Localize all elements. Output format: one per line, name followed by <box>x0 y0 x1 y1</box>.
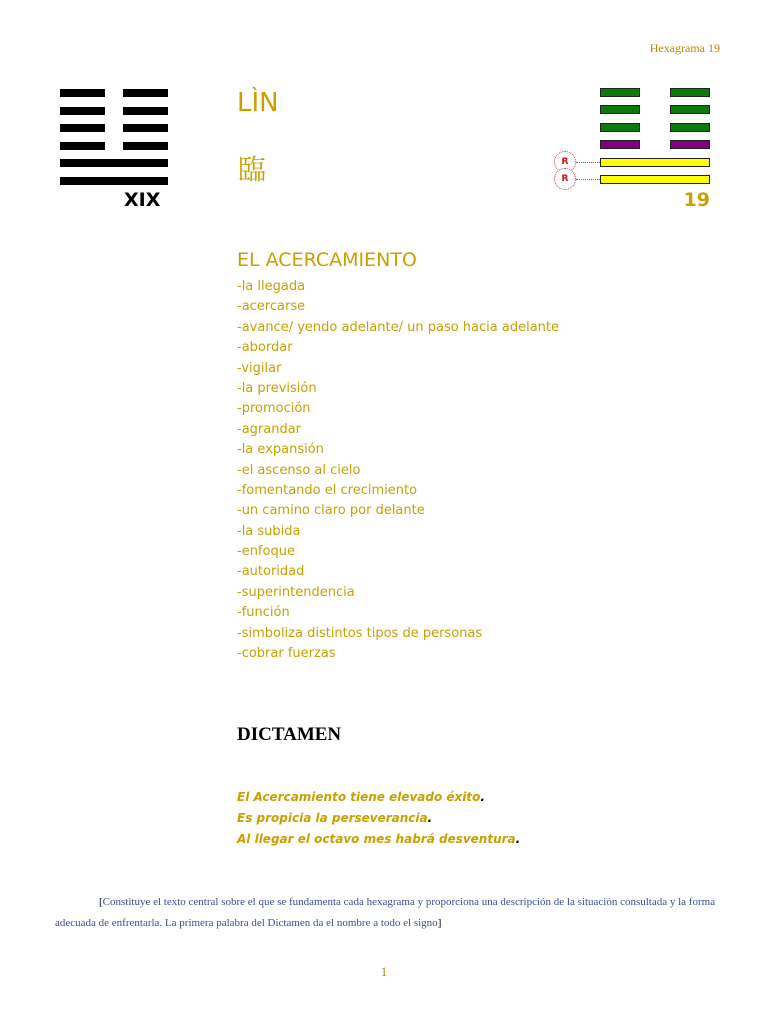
dictamen-text <box>237 787 520 850</box>
dictamen-line-text: Al llegar el octavo mes habrá desventura <box>237 832 516 846</box>
meaning-item: -un camino claro por delante <box>237 503 425 519</box>
meaning-item: -función <box>237 605 290 621</box>
changing-line-connector <box>576 162 600 163</box>
meaning-item: -simboliza distintos tipos de personas <box>237 625 483 641</box>
hexagram-line-broken-segment <box>600 88 640 97</box>
dictamen-line-period: . <box>427 811 433 825</box>
hexagram-chinese-character: 臨 <box>238 153 267 186</box>
note-close-bracket: ] <box>437 917 442 929</box>
meaning-item: -abordar <box>237 340 293 356</box>
note-open-bracket: [ <box>99 896 103 908</box>
meaning-item: -agrandar <box>237 421 302 437</box>
meaning-item: -cobrar fuerzas <box>237 646 336 662</box>
roman-numeral: XIX <box>124 189 161 211</box>
dictamen-line-text: Es propicia la perseverancia <box>237 811 428 825</box>
hexagram-line-broken-segment <box>123 89 168 97</box>
meaning-item: -la llegada <box>237 279 306 294</box>
hexagram-line-broken-segment <box>60 142 105 150</box>
hexagram-symbol-black <box>60 89 168 185</box>
note-text: Constituye el texto central sobre el que se fundamenta cada hexagrama y proporciona una descripción de la situación consultada y la forma adecuada de enfrentarla. La primera palabra del Dictamen da el nombre a todo el signo <box>55 896 716 929</box>
meaning-item: -superintendencia <box>237 584 355 600</box>
hexagram-line-solid <box>600 158 710 167</box>
hexagram-line-broken-segment <box>123 107 168 115</box>
meaning-item: -avance/ yendo adelante/ un paso hacia adelante <box>237 319 560 335</box>
hexagram-line-broken-segment <box>60 124 105 132</box>
hexagram-line-solid <box>60 177 168 185</box>
hexagram-line-broken-segment <box>670 123 710 132</box>
hexagram-line-broken-segment <box>670 140 710 149</box>
meaning-item: -la expansión <box>237 442 324 458</box>
meaning-item: -la previsión <box>237 380 317 396</box>
hexagram-line-broken-segment <box>60 107 105 115</box>
changing-line-marker: R <box>554 151 576 173</box>
hexagram-line-broken-segment <box>600 105 640 114</box>
hexagram-line-broken-segment <box>123 142 168 150</box>
dictamen-line-text: El Acercamiento tiene elevado éxito <box>237 790 481 804</box>
dictamen-line-period: . <box>515 832 521 846</box>
hexagram-line-broken-segment <box>670 105 710 114</box>
hexagram-line-solid <box>600 175 710 184</box>
meaning-item: -enfoque <box>237 544 295 560</box>
meaning-item: -fomentando el crecimiento <box>237 482 418 498</box>
page-number: 1 <box>380 964 388 979</box>
hexagram-symbol-colored <box>600 86 712 186</box>
hexagram-line-broken-segment <box>600 140 640 149</box>
dictamen-line <box>237 808 520 829</box>
meaning-item: -autoridad <box>237 564 305 580</box>
meaning-item: -promoción <box>237 401 311 417</box>
hexagram-label: Hexagrama 19 <box>649 41 720 55</box>
changing-line-connector <box>576 179 600 180</box>
changing-line-marker: R <box>554 168 576 190</box>
dictamen-heading: DICTAMEN <box>237 724 342 745</box>
meaning-item: -vigilar <box>237 360 282 376</box>
dictamen-note <box>55 892 717 934</box>
hexagram-line-solid <box>60 159 168 167</box>
meaning-item: -la subida <box>237 523 301 539</box>
meaning-item: -el ascenso al cielo <box>237 462 361 478</box>
dictamen-line-period: . <box>480 790 485 804</box>
hexagram-line-broken-segment <box>670 88 710 97</box>
hexagram-line-broken-segment <box>600 123 640 132</box>
section-title: EL ACERCAMIENTO <box>237 249 417 271</box>
hexagram-line-broken-segment <box>123 124 168 132</box>
dictamen-line <box>237 787 520 808</box>
meaning-item: -acercarse <box>237 299 306 315</box>
meanings-list <box>237 277 559 664</box>
dictamen-line <box>237 829 520 850</box>
hexagram-line-broken-segment <box>60 89 105 97</box>
hexagram-title: LÌN <box>237 88 279 118</box>
hexagram-number: 19 <box>683 189 710 211</box>
